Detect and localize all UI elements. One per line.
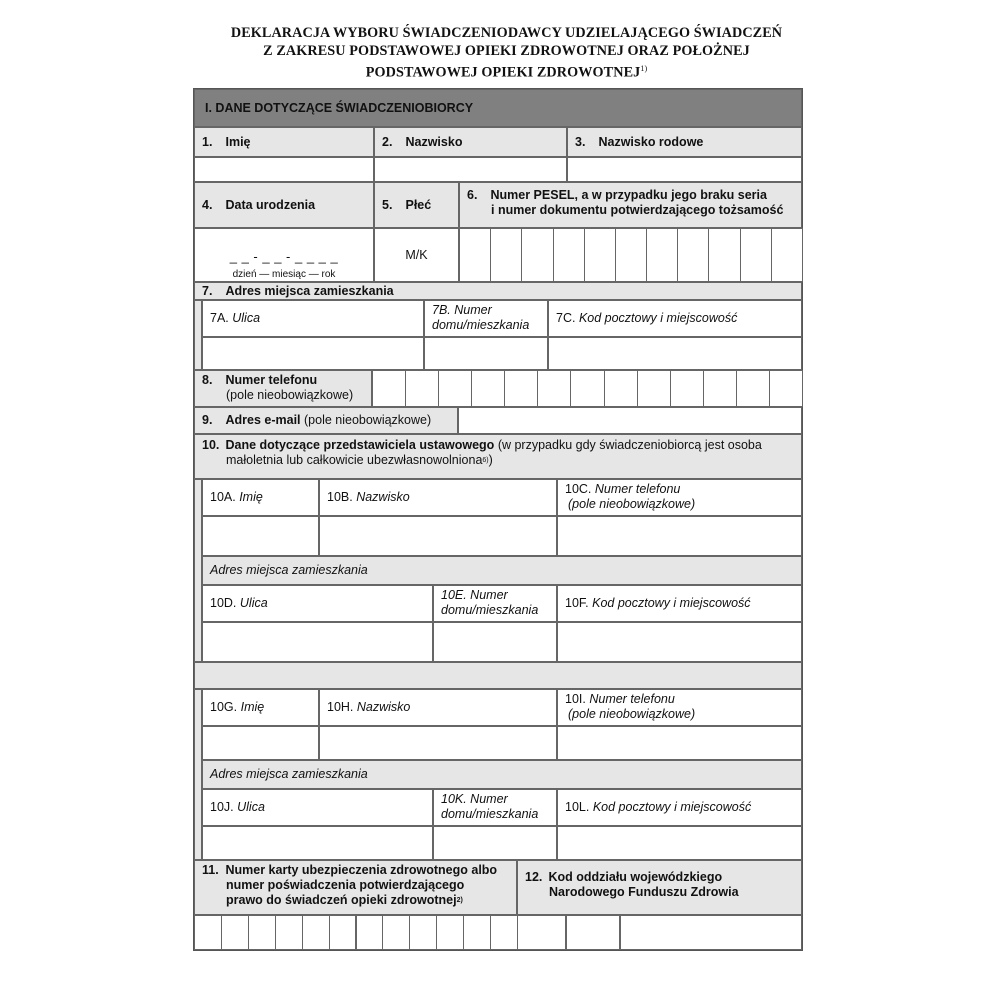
field-note-end: ) bbox=[488, 453, 493, 467]
pesel-digit-box-8[interactable] bbox=[677, 228, 709, 282]
nfz-code-box-1[interactable] bbox=[517, 915, 566, 950]
street-input[interactable] bbox=[202, 337, 424, 370]
phone-digit-box-7[interactable] bbox=[570, 370, 604, 407]
rep1-first-name-input[interactable] bbox=[202, 516, 319, 556]
insurance-card-digit-box-8[interactable] bbox=[382, 915, 410, 950]
field-label: Adres miejsca zamieszkania bbox=[210, 767, 368, 781]
rep2-postal-city-label bbox=[557, 789, 802, 826]
field-label: Imię bbox=[240, 700, 265, 714]
rep1-last-name-label bbox=[319, 479, 557, 516]
insurance-card-digit-box-5[interactable] bbox=[302, 915, 330, 950]
phone-digit-box-13[interactable] bbox=[769, 370, 803, 407]
rep2-house-number-input[interactable] bbox=[433, 826, 557, 860]
field-label: Nazwisko bbox=[405, 134, 463, 149]
rep2-phone-label bbox=[557, 689, 802, 726]
insurance-card-digit-box-10[interactable] bbox=[436, 915, 464, 950]
title-line-2: Z ZAKRESU PODSTAWOWEJ OPIEKI ZDROWOTNEJ ORAZ POŁOŻNEJ bbox=[263, 43, 750, 59]
field-label-line2: domu/mieszkania bbox=[441, 603, 539, 617]
field-label: Kod pocztowy i miejscowość bbox=[592, 596, 751, 610]
insurance-card-digit-box-1[interactable] bbox=[194, 915, 222, 950]
phone-digit-box-5[interactable] bbox=[504, 370, 538, 407]
field-label: Płeć bbox=[405, 197, 432, 212]
field-label: Ulica bbox=[237, 800, 265, 814]
field-label-line1: 10E. Numer bbox=[441, 588, 508, 602]
insurance-card-label bbox=[194, 860, 517, 915]
field-number: 10C. bbox=[565, 482, 592, 496]
field-number: 10F. bbox=[565, 596, 589, 610]
rep2-first-name-label bbox=[202, 689, 319, 726]
phone-digit-box-9[interactable] bbox=[637, 370, 671, 407]
house-number-input[interactable] bbox=[424, 337, 548, 370]
title-line-3-text: PODSTAWOWEJ OPIEKI ZDROWOTNEJ bbox=[365, 64, 641, 81]
footnote-ref: 2) bbox=[456, 897, 463, 904]
section-header-text: I. DANE DOTYCZĄCE ŚWIADCZENIOBIORCY bbox=[205, 100, 474, 115]
rep2-last-name-input[interactable] bbox=[319, 726, 557, 760]
rep1-address-label bbox=[202, 556, 802, 585]
title-line-1: DEKLARACJA WYBORU ŚWIADCZENIODAWCY UDZIELAJĄCEGO ŚWIADCZEŃ bbox=[230, 25, 783, 41]
birth-date-input[interactable] bbox=[194, 228, 374, 282]
first-name-label bbox=[194, 127, 374, 157]
field-label: Nazwisko rodowe bbox=[598, 134, 704, 149]
rep2-address-label bbox=[202, 760, 802, 789]
field-number: 10. bbox=[202, 438, 220, 452]
field-note-line2: małoletnia lub całkowicie ubezwłasnowolniona bbox=[226, 453, 483, 467]
pesel-digit-box-2[interactable] bbox=[490, 228, 522, 282]
field-number: 7. bbox=[202, 283, 213, 298]
phone-digit-box-11[interactable] bbox=[703, 370, 737, 407]
postal-city-input[interactable] bbox=[548, 337, 802, 370]
title-line-3 bbox=[180, 60, 833, 82]
field-label-line1: 7B. Numer bbox=[432, 303, 492, 317]
field-label-line2: domu/mieszkania bbox=[441, 807, 539, 821]
phone-digit-box-4[interactable] bbox=[471, 370, 505, 407]
rep1-phone-input[interactable] bbox=[557, 516, 802, 556]
field-number: 8. bbox=[202, 373, 213, 387]
rep2-first-name-input[interactable] bbox=[202, 726, 319, 760]
pesel-digit-box-9[interactable] bbox=[708, 228, 740, 282]
section-header bbox=[194, 89, 802, 127]
rep1-first-name-label bbox=[202, 479, 319, 516]
rep2-street-label bbox=[202, 789, 433, 826]
family-name-input[interactable] bbox=[567, 157, 802, 182]
field-number: 10D. bbox=[210, 596, 237, 610]
field-number: 7C. bbox=[556, 311, 576, 325]
last-name-label bbox=[374, 127, 567, 157]
field-number: 1. bbox=[202, 134, 213, 149]
field-label: Adres e-mail bbox=[225, 413, 301, 427]
family-name-label bbox=[567, 127, 802, 157]
rep2-last-name-label bbox=[319, 689, 557, 726]
title-footnote: 1) bbox=[640, 64, 648, 73]
indent-strip bbox=[194, 479, 202, 662]
rep1-postal-city-label bbox=[557, 585, 802, 622]
field-number: 10B. bbox=[327, 490, 353, 504]
declaration-form bbox=[193, 88, 803, 951]
field-number: 7A. bbox=[210, 311, 229, 325]
phone-digit-box-3[interactable] bbox=[438, 370, 472, 407]
field-number: 10G. bbox=[210, 700, 238, 714]
field-label-line1: Numer karty ubezpieczenia zdrowotnego albo bbox=[225, 863, 498, 877]
email-input[interactable] bbox=[458, 407, 802, 434]
insurance-card-digit-box-4[interactable] bbox=[275, 915, 303, 950]
sex-options: M/K bbox=[405, 247, 428, 262]
sex-label bbox=[374, 182, 459, 228]
field-label: Numer telefonu bbox=[589, 692, 675, 706]
pesel-label bbox=[459, 182, 802, 228]
field-label: Kod pocztowy i miejscowość bbox=[578, 311, 738, 325]
field-number: 9. bbox=[202, 413, 213, 427]
address-label bbox=[194, 282, 802, 300]
phone-digit-box-12[interactable] bbox=[736, 370, 770, 407]
email-label bbox=[194, 407, 458, 434]
rep1-street-label bbox=[202, 585, 433, 622]
rep2-phone-input[interactable] bbox=[557, 726, 802, 760]
rep1-house-number-label bbox=[433, 585, 557, 622]
field-number: 2. bbox=[382, 134, 393, 149]
sex-input[interactable] bbox=[374, 228, 459, 282]
indent-strip bbox=[194, 689, 202, 860]
optional-hint: (pole nieobowiązkowe) bbox=[226, 388, 354, 402]
field-number: 5. bbox=[382, 197, 393, 212]
field-label: Kod pocztowy i miejscowość bbox=[592, 800, 752, 814]
nfz-branch-label bbox=[517, 860, 802, 915]
pesel-digit-box-3[interactable] bbox=[521, 228, 553, 282]
optional-hint: (pole nieobowiązkowe) bbox=[304, 413, 432, 427]
field-number: 10I. bbox=[565, 692, 586, 706]
field-number: 11. bbox=[202, 863, 219, 877]
insurance-card-digit-box-6[interactable] bbox=[329, 915, 357, 950]
first-name-input[interactable] bbox=[194, 157, 374, 182]
field-number: 10J. bbox=[210, 800, 234, 814]
rep1-last-name-input[interactable] bbox=[319, 516, 557, 556]
field-number: 10H. bbox=[327, 700, 354, 714]
field-label-line1: Numer PESEL, a w przypadku jego braku seria bbox=[490, 188, 767, 202]
nfz-code-rest bbox=[620, 915, 802, 950]
field-label-line2: i numer dokumentu potwierdzającego tożsamość bbox=[491, 203, 784, 217]
field-label: Imię bbox=[239, 490, 263, 504]
pesel-digit-box-4[interactable] bbox=[553, 228, 585, 282]
pesel-digit-box-1[interactable] bbox=[459, 228, 491, 282]
field-label: Adres miejsca zamieszkania bbox=[225, 283, 394, 298]
birth-date-label bbox=[194, 182, 374, 228]
insurance-card-digit-box-12[interactable] bbox=[490, 915, 518, 950]
street-label bbox=[202, 300, 424, 337]
insurance-card-digit-box-9[interactable] bbox=[409, 915, 437, 950]
field-note-line1: (w przypadku gdy świadczeniobiorcą jest osoba bbox=[497, 438, 762, 452]
field-number: 4. bbox=[202, 197, 213, 212]
optional-hint: (pole nieobowiązkowe) bbox=[568, 497, 696, 511]
phone-digit-box-2[interactable] bbox=[405, 370, 439, 407]
footnote-ref: 6) bbox=[482, 457, 489, 464]
field-label-line1: Kod oddziału wojewódzkiego bbox=[548, 870, 723, 884]
field-number: 6. bbox=[467, 188, 478, 202]
rep1-phone-label bbox=[557, 479, 802, 516]
insurance-card-digit-box-7[interactable] bbox=[356, 915, 384, 950]
field-label-line1: 10K. Numer bbox=[441, 792, 508, 806]
birth-date-placeholder: _ _ - _ _ - _ _ _ _ bbox=[229, 249, 339, 264]
field-label: Numer telefonu bbox=[225, 373, 318, 387]
optional-hint: (pole nieobowiązkowe) bbox=[568, 707, 696, 721]
field-label: Ulica bbox=[239, 596, 268, 610]
field-label-line2: Narodowego Funduszu Zdrowia bbox=[549, 885, 739, 899]
phone-label bbox=[194, 370, 372, 407]
field-label-line2: domu/mieszkania bbox=[432, 318, 530, 332]
representative-separator bbox=[194, 662, 802, 689]
rep1-house-number-input[interactable] bbox=[433, 622, 557, 662]
house-number-label bbox=[424, 300, 548, 337]
last-name-input[interactable] bbox=[374, 157, 567, 182]
phone-digit-box-1[interactable] bbox=[372, 370, 406, 407]
field-label-line3: prawo do świadczeń opieki zdrowotnej bbox=[226, 893, 457, 907]
field-label: Ulica bbox=[232, 311, 261, 325]
pesel-digit-box-11[interactable] bbox=[771, 228, 803, 282]
field-label: Imię bbox=[225, 134, 251, 149]
birth-date-format-hint: dzień — miesiąc — rok bbox=[232, 269, 336, 280]
rep1-street-input[interactable] bbox=[202, 622, 433, 662]
phone-digit-box-8[interactable] bbox=[604, 370, 638, 407]
pesel-digit-box-10[interactable] bbox=[740, 228, 772, 282]
phone-digit-box-10[interactable] bbox=[670, 370, 704, 407]
field-label: Dane dotyczące przedstawiciela ustawowego bbox=[225, 438, 495, 452]
rep1-postal-city-input[interactable] bbox=[557, 622, 802, 662]
field-label: Data urodzenia bbox=[225, 197, 316, 212]
pesel-digit-box-7[interactable] bbox=[646, 228, 678, 282]
indent-strip bbox=[194, 300, 202, 370]
rep2-postal-city-input[interactable] bbox=[557, 826, 802, 860]
rep2-house-number-label bbox=[433, 789, 557, 826]
rep2-street-input[interactable] bbox=[202, 826, 433, 860]
field-label: Nazwisko bbox=[356, 700, 411, 714]
field-label: Numer telefonu bbox=[594, 482, 681, 496]
insurance-card-digit-box-11[interactable] bbox=[463, 915, 491, 950]
field-label: Nazwisko bbox=[356, 490, 410, 504]
field-number: 10A. bbox=[210, 490, 236, 504]
phone-digit-box-6[interactable] bbox=[537, 370, 571, 407]
pesel-digit-box-6[interactable] bbox=[615, 228, 647, 282]
field-label: Adres miejsca zamieszkania bbox=[210, 563, 368, 577]
field-label-line2: numer poświadczenia potwierdzającego bbox=[226, 878, 465, 892]
pesel-digit-box-5[interactable] bbox=[584, 228, 616, 282]
postal-city-label bbox=[548, 300, 802, 337]
insurance-card-digit-box-2[interactable] bbox=[221, 915, 249, 950]
field-number: 10L. bbox=[565, 800, 590, 814]
document-title bbox=[180, 24, 833, 82]
field-number: 12. bbox=[525, 870, 543, 884]
representative-label bbox=[194, 434, 802, 479]
nfz-code-box-2[interactable] bbox=[566, 915, 620, 950]
insurance-card-digit-box-3[interactable] bbox=[248, 915, 276, 950]
field-number: 3. bbox=[575, 134, 586, 149]
